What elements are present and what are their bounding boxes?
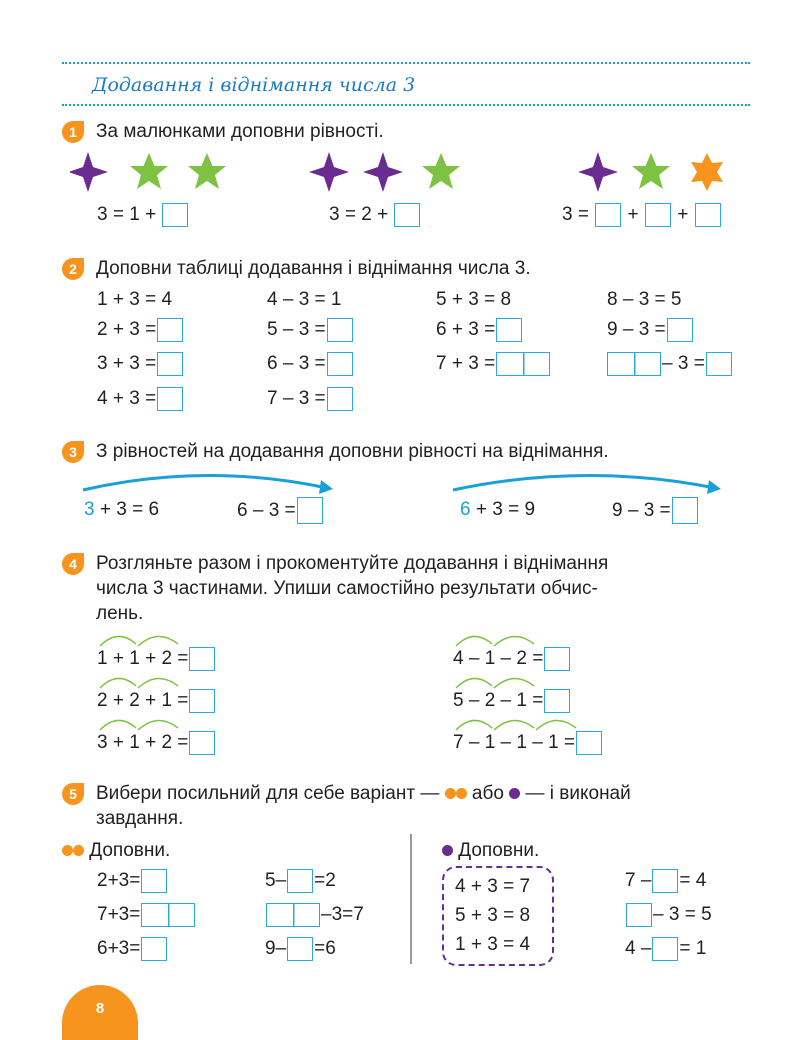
variant-easy-eq: 7 – = 4 [625,870,707,891]
answer-box[interactable] [327,387,353,411]
table-cell: 5 – 3 = [267,318,354,342]
task-4-right-2: 5 – 2 – 1 = [453,689,571,713]
purple-dot-icon [442,845,453,856]
answer-box-two-digit[interactable] [141,903,195,927]
task-2-number: 2 [62,258,84,280]
variant-divider [410,834,412,964]
purple-star-icon [309,152,349,192]
answer-box[interactable] [189,731,215,755]
variant-hard-eq: 2+3= [97,869,168,893]
task-4-line-3: лень. [96,603,144,624]
answer-box-two-digit[interactable] [607,352,661,376]
table-cell: 8 – 3 = 5 [607,289,682,310]
variant-hard-label: Доповни. [62,840,170,862]
task-3-arrows [75,466,735,500]
variant-hard-eq: 9– =6 [265,938,336,959]
answer-box[interactable] [645,203,671,227]
title-divider [62,104,750,106]
answer-box[interactable] [672,497,698,524]
answer-box[interactable] [652,937,678,961]
answer-box[interactable] [576,731,602,755]
answer-box[interactable] [544,647,570,671]
answer-box[interactable] [327,352,353,376]
answer-box[interactable] [695,203,721,227]
table-cell: 7 + 3 = [436,352,551,376]
answer-box[interactable] [162,203,188,227]
green-star-icon [188,153,226,189]
page-title: Додавання і віднімання числа 3 [92,74,416,96]
answer-box[interactable] [297,497,323,524]
task-1-eq-3: 3 = + + [562,203,722,227]
example-eq: 1 + 3 = 4 [455,934,531,955]
variant-easy-eq: 4 – = 1 [625,938,707,959]
table-cell: 9 – 3 = [607,318,694,342]
answer-box[interactable] [327,318,353,342]
task-3-left-sub: 6 – 3 = [237,497,324,524]
task-3-left-add: 3 + 3 = 6 [84,499,160,520]
answer-box[interactable] [189,689,215,713]
variant-easy-label: Доповни. [442,840,539,862]
answer-box[interactable] [706,352,732,376]
table-cell: 1 + 3 = 4 [97,289,173,310]
answer-box[interactable] [652,869,678,893]
table-cell: 6 – 3 = [267,352,354,376]
variant-hard-eq: 7+3= [97,903,196,927]
table-cell: 3 + 3 = [97,352,184,376]
task-2-instruction: Доповни таблиці додавання і віднімання числа 3. [96,258,531,279]
task-5-line-1: Вибери посильний для себе варіант — або — і виконай [96,783,631,804]
task-4-number: 4 [62,553,84,575]
answer-box[interactable] [157,352,183,376]
purple-star-icon [363,152,403,192]
answer-box[interactable] [141,869,167,893]
variant-hard-eq: –3=7 [265,903,364,927]
table-cell: – 3 = [606,352,733,376]
task-4-line-2: числа 3 частинами. Упиши самостійно результати обчис- [96,578,598,599]
task-1-eq-1: 3 = 1 + [97,203,189,227]
task-5-number: 5 [62,783,84,805]
variant-easy-eq: – 3 = 5 [625,903,712,927]
answer-box[interactable] [394,203,420,227]
green-star-icon [632,153,670,189]
answer-box[interactable] [626,903,652,927]
answer-box[interactable] [189,647,215,671]
table-cell: 5 + 3 = 8 [436,289,512,310]
table-cell: 7 – 3 = [267,387,354,411]
task-3-right-sub: 9 – 3 = [612,497,699,524]
task-3-right-add: 6 + 3 = 9 [460,499,536,520]
task-4-left-2: 2 + 2 + 1 = [97,689,216,713]
variant-hard-eq: 5– =2 [265,870,336,891]
answer-box-two-digit[interactable] [266,903,320,927]
answer-box[interactable] [595,203,621,227]
purple-star-icon [578,152,618,192]
table-cell: 2 + 3 = [97,318,184,342]
green-star-icon [422,153,460,189]
task-4-right-3: 7 – 1 – 1 – 1 = [453,731,603,755]
example-eq: 4 + 3 = 7 [455,876,531,897]
orange-dot-icon [456,788,467,799]
example-eq: 5 + 3 = 8 [455,905,531,926]
answer-box[interactable] [157,318,183,342]
orange-dot-icon [445,788,456,799]
green-star-icon [130,153,168,189]
task-4-right-1: 4 – 1 – 2 = [453,647,571,671]
answer-box[interactable] [544,689,570,713]
purple-dot-icon [509,788,520,799]
answer-box-two-digit[interactable] [496,352,550,376]
table-cell: 4 – 3 = 1 [267,289,342,310]
task-5-line-2: завдання. [96,808,184,829]
task-1-pictures [70,150,750,194]
top-divider [62,62,750,64]
answer-box[interactable] [287,869,313,893]
table-cell: 4 + 3 = [97,387,184,411]
purple-star-icon [70,152,108,192]
orange-dot-icon [73,845,84,856]
answer-box[interactable] [667,318,693,342]
task-1-number: 1 [62,121,84,143]
answer-box[interactable] [141,937,167,961]
task-1-eq-2: 3 = 2 + [329,203,421,227]
answer-box[interactable] [287,937,313,961]
task-3-number: 3 [62,441,84,463]
variant-hard-eq: 6+3= [97,937,168,961]
table-cell: 6 + 3 = [436,318,523,342]
task-4-left-3: 3 + 1 + 2 = [97,731,216,755]
orange-star-icon [691,153,723,191]
page-number: 8 [62,985,138,1040]
task-3-instruction: З рівностей на додавання доповни рівності на віднімання. [96,441,609,462]
answer-box[interactable] [496,318,522,342]
orange-dot-icon [62,845,73,856]
task-1-instruction: За малюнками доповни рівності. [96,121,384,142]
task-4-left-1: 1 + 1 + 2 = [97,647,216,671]
answer-box[interactable] [157,387,183,411]
task-4-line-1: Розгляньте разом і прокоментуйте додавання і віднімання [96,553,609,574]
